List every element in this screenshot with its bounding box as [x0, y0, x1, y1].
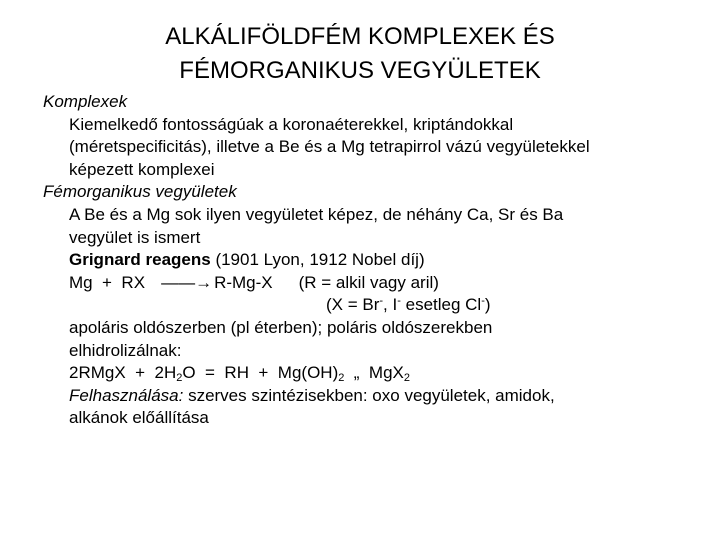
slide-body	[43, 91, 703, 430]
grignard-line	[69, 249, 703, 272]
femorganikus-line-2: vegyület is ismert	[69, 227, 201, 247]
usage-line	[69, 385, 703, 408]
grignard-details: (1901 Lyon, 1912 Nobel díj)	[210, 250, 425, 270]
title-line-1: ALKÁLIFÖLDFÉM KOMPLEXEK ÉS	[165, 23, 555, 50]
reaction-arrow: ——→	[161, 272, 213, 292]
reaction-line	[69, 272, 703, 295]
heading-femorganikus: Fémorganikus vegyületek	[43, 182, 237, 202]
komplexek-line-2: (méretspecificitás), illetve a Be és a Mg tetrapirrol vázú vegyületekkel	[69, 137, 590, 157]
usage-text: szerves szintézisekben: oxo vegyületek, amidok,	[183, 385, 555, 405]
grignard-label: Grignard reagens	[69, 250, 211, 270]
hydrolysis-equation	[69, 362, 703, 385]
eq-part-4: „ MgX	[344, 363, 404, 383]
usage-line-2: alkánok előállítása	[69, 408, 209, 428]
halide-close: )	[484, 295, 491, 315]
apolar-line-2: elhidrolizálnak:	[69, 340, 182, 360]
charge-minus-cl: -	[481, 295, 485, 308]
femorganikus-text	[43, 204, 703, 430]
komplexek-line-1: Kiemelkedő fontosságúak a koronaéterekkel, kriptándokkal	[69, 114, 514, 134]
eq-subscript-2: 2	[338, 372, 345, 385]
halide-line	[69, 294, 703, 317]
halide-chloride: esetleg Cl	[400, 295, 482, 315]
eq-subscript-3: 2	[403, 372, 410, 385]
slide-title	[60, 20, 660, 88]
usage-label: Felhasználása:	[69, 385, 184, 405]
title-line-2: FÉMORGANIKUS VEGYÜLETEK	[179, 57, 541, 84]
reaction-product: R-Mg-X	[214, 272, 273, 292]
halide-iodide: , I	[383, 295, 398, 315]
eq-part-1: 2RMg	[69, 363, 115, 383]
apolar-line-1: apoláris oldószerben (pl éterben); poláris oldószerekben	[69, 317, 493, 337]
eq-part-2: X + 2H	[114, 363, 177, 383]
halide-open: (X = Br	[326, 295, 380, 315]
eq-part-3: O = RH + Mg(OH)	[182, 363, 339, 383]
femorganikus-line-1: A Be és a Mg sok ilyen vegyületet képez, de néhány Ca, Sr és Ba	[69, 204, 564, 224]
charge-minus-i: -	[397, 295, 401, 308]
charge-minus-br: -	[379, 295, 384, 308]
komplexek-text	[43, 114, 703, 182]
eq-subscript-1: 2	[176, 372, 183, 385]
komplexek-line-3: képezett komplexei	[69, 159, 215, 179]
reaction-reactants: Mg + RX	[69, 272, 146, 292]
reaction-condition: (R = alkil vagy aril)	[298, 272, 439, 292]
heading-komplexek: Komplexek	[43, 92, 128, 111]
